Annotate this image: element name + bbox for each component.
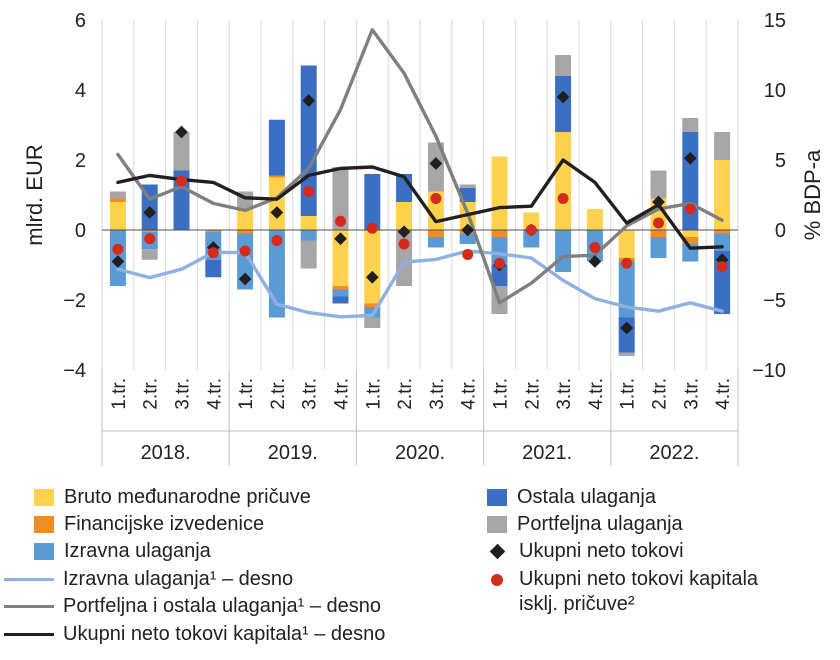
x-tick-label: 4.tr. — [585, 378, 607, 410]
legend-swatch-other — [487, 489, 507, 506]
marker-flows-ex-reserves — [494, 258, 505, 269]
marker-flows-ex-reserves — [685, 204, 696, 215]
bar-segment — [555, 230, 571, 272]
marker-flows-ex-reserves — [112, 244, 123, 255]
y-tick-label-left: −2 — [63, 290, 86, 312]
year-label: 2020. — [394, 442, 446, 464]
legend-item-flows-ex-reserves — [485, 567, 758, 617]
x-tick-label: 3.tr. — [554, 378, 576, 410]
bar-segment — [333, 297, 349, 304]
y-axis-title-right: % BDP-a — [800, 149, 825, 241]
y-tick-label-right: 5 — [774, 150, 786, 172]
bar-segment — [205, 260, 221, 278]
year-label: 2021. — [522, 442, 573, 464]
bar-segment — [555, 76, 571, 132]
y-tick-label-left: 0 — [74, 220, 86, 242]
legend-item-fdi — [34, 539, 211, 564]
bar-segment — [364, 230, 380, 304]
x-tick-label: 2.tr. — [522, 378, 544, 410]
marker-flows-ex-reserves — [176, 176, 187, 187]
legend-item-derivatives — [34, 512, 264, 537]
legend-swatch-derivatives — [34, 516, 54, 533]
x-tick-label: 4.tr. — [713, 378, 735, 410]
bar-segment — [142, 249, 158, 260]
legend-label: Bruto međunarodne pričuve — [64, 486, 311, 508]
legend-label: Portfeljna ulaganja — [517, 513, 683, 535]
legend-label: Ukupni neto tokovi — [519, 540, 684, 562]
marker-flows-ex-reserves — [399, 239, 410, 250]
bar-segment — [651, 230, 667, 237]
marker-flows-ex-reserves — [621, 258, 632, 269]
bar-segment — [492, 230, 508, 237]
year-label: 2018. — [140, 442, 191, 464]
bar-segment — [364, 318, 380, 329]
marker-flows-ex-reserves — [589, 242, 600, 253]
x-tick-label: 2.tr. — [140, 378, 162, 410]
marker-flows-ex-reserves — [208, 247, 219, 258]
x-tick-label: 3.tr. — [299, 378, 321, 410]
marker-flows-ex-reserves — [717, 261, 728, 272]
bar-segment — [714, 132, 730, 160]
marker-flows-ex-reserves — [430, 193, 441, 204]
legend-label: Ukupni neto tokovi kapitala¹ – desno — [63, 623, 386, 645]
y-tick-label-left: 4 — [74, 80, 86, 102]
legend-label: Izravna ulaganja¹ – desno — [63, 568, 294, 590]
bar-segment — [651, 237, 667, 258]
bar-segment — [110, 192, 126, 199]
marker-flows-ex-reserves — [271, 235, 282, 246]
bar-segment — [682, 230, 698, 237]
bar-segment — [301, 241, 317, 269]
marker-flows-ex-reserves — [240, 246, 251, 257]
y-axis-title-left: mlrd. EUR — [22, 144, 47, 246]
bar-segment — [269, 178, 285, 231]
bar-segment — [619, 230, 635, 258]
marker-flows-ex-reserves — [303, 186, 314, 197]
legend-swatch-portfolio-line — [4, 605, 54, 608]
bar-segment — [110, 199, 126, 203]
x-tick-label: 1.tr. — [236, 378, 258, 410]
legend-swatch-portfolio — [487, 516, 507, 533]
y-tick-label-left: 6 — [74, 10, 86, 32]
bar-segment — [619, 353, 635, 357]
bar-segment — [269, 120, 285, 176]
y-tick-label-left: 2 — [74, 150, 86, 172]
bar-segment — [714, 230, 730, 234]
bar-segment — [492, 157, 508, 231]
legend-label: Ostala ulaganja — [517, 486, 656, 508]
legend-item-reserves — [34, 485, 311, 510]
bar-segment — [587, 209, 603, 230]
x-tick-label: 3.tr. — [172, 378, 194, 410]
y-tick-label-right: 0 — [774, 220, 786, 242]
legend-item-portfolio-line — [4, 594, 381, 619]
legend-swatch-fdi — [34, 543, 54, 560]
y-tick-label-right: 15 — [763, 10, 786, 32]
legend-label: Portfeljna i ostala ulaganja¹ – desno — [63, 595, 381, 617]
bar-segment — [237, 230, 253, 234]
x-tick-label: 2.tr. — [267, 378, 289, 410]
bar-segment — [333, 290, 349, 297]
x-tick-label: 4.tr. — [204, 378, 226, 410]
x-tick-label: 1.tr. — [363, 378, 385, 410]
x-tick-label: 2.tr. — [649, 378, 671, 410]
bar-segment — [682, 132, 698, 230]
legend-swatch-reserves — [34, 489, 54, 506]
year-label: 2019. — [267, 442, 318, 464]
bar-segment — [555, 55, 571, 76]
legend — [0, 480, 840, 660]
legend-item-total-flows — [485, 539, 684, 564]
bar-segment — [396, 230, 412, 286]
legend-item-portfolio — [487, 512, 683, 537]
bar-segment — [333, 286, 349, 290]
bar-segment — [110, 202, 126, 230]
legend-item-total-line — [4, 622, 385, 647]
marker-flows-ex-reserves — [144, 233, 155, 244]
x-tick-label: 1.tr. — [490, 378, 512, 410]
legend-swatch-total-line — [4, 633, 54, 636]
bar-segment — [555, 132, 571, 230]
legend-swatch-fdi-line — [4, 578, 54, 581]
diamond-marker-icon — [490, 544, 506, 560]
bar-segment — [428, 237, 444, 248]
marker-flows-ex-reserves — [367, 223, 378, 234]
x-tick-label: 4.tr. — [331, 378, 353, 410]
x-tick-label: 3.tr. — [681, 378, 703, 410]
year-label: 2022. — [649, 442, 700, 464]
bar-segment — [651, 171, 667, 199]
bar-segment — [428, 230, 444, 237]
marker-flows-ex-reserves — [653, 218, 664, 229]
marker-flows-ex-reserves — [335, 216, 346, 227]
x-tick-label: 1.tr. — [617, 378, 639, 410]
legend-label: Ukupni neto tokovi kapitala isklj. pričuve² — [519, 568, 759, 615]
legend-item-fdi-line — [4, 567, 293, 592]
marker-flows-ex-reserves — [526, 225, 537, 236]
legend-item-other — [487, 485, 656, 510]
y-tick-label-right: −10 — [752, 360, 786, 382]
legend-label: Izravna ulaganja — [64, 540, 211, 562]
circle-marker-icon — [491, 574, 503, 586]
x-tick-label: 3.tr. — [426, 378, 448, 410]
x-tick-label: 4.tr. — [458, 378, 480, 410]
bar-segment — [682, 118, 698, 132]
x-tick-label: 1.tr. — [108, 378, 130, 410]
marker-flows-ex-reserves — [558, 193, 569, 204]
bar-segment — [301, 216, 317, 230]
y-tick-label-right: −5 — [763, 290, 786, 312]
bar-segment — [237, 209, 253, 230]
bar-segment — [269, 176, 285, 178]
x-tick-label: 2.tr. — [395, 378, 417, 410]
bar-segment — [301, 230, 317, 241]
legend-label: Financijske izvedenice — [64, 513, 265, 535]
y-tick-label-right: 10 — [763, 80, 786, 102]
y-tick-label-left: −4 — [63, 360, 86, 382]
marker-flows-ex-reserves — [462, 249, 473, 260]
bar-segment — [364, 174, 380, 230]
bar-segment — [460, 185, 476, 189]
